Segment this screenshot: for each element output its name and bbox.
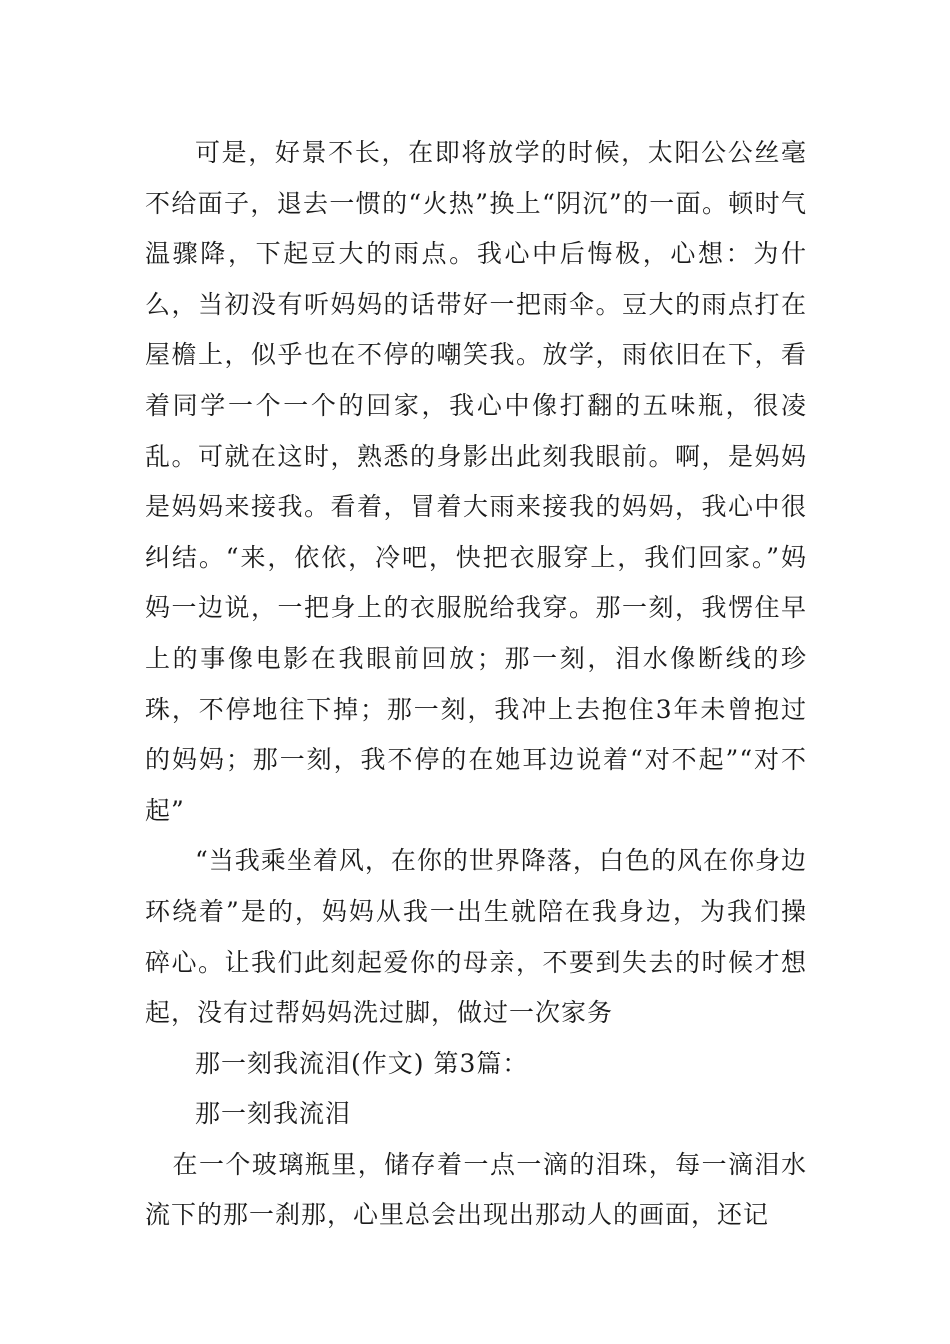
- paragraph-song-quote: “当我乘坐着风，在你的世界降落，白色的风在你身边环绕着”是的，妈妈从我一出生就陪在我身边，为我们操碎心。让我们此刻起爱你的母亲，不要到失去的时候才想起，没有过帮妈妈洗过脚，做过一次家务: [145, 846, 807, 1028]
- section-heading: 那一刻我流泪(作文) 第3篇：: [195, 1048, 529, 1078]
- paragraph-glass-bottle: 在一个玻璃瓶里，储存着一点一滴的泪珠，每一滴泪水流下的那一刹那，心里总会出现出那动人的画面，还记: [145, 1149, 807, 1230]
- paragraph-rain-story: 可是，好景不长，在即将放学的时候，太阳公公丝毫不给面子，退去一惯的“火热”换上“阴沉”的一面。顿时气温骤降，下起豆大的雨点。我心中后悔极，心想：为什么，当初没有听妈妈的话带好一把雨伞。豆大的雨点打在屋檐上，似乎也在不停的嘲笑我。放学，雨依旧在下，看着同学一个一个的回家，我心中像打翻的五味瓶，很凌乱。可就在这时，熟悉的身影出此刻我眼前。啊，是妈妈是妈妈来接我。看着，冒着大雨来接我的妈妈，我心中很纠结。“来，依依，冷吧，快把衣服穿上，我们回家。”妈妈一边说，一把身上的衣服脱给我穿。那一刻，我愣住早上的事像电影在我眼前回放；那一刻，泪水像断线的珍珠，不停地往下掉；那一刻，我冲上去抱住3年未曾抱过的妈妈；那一刻，我不停的在她耳边说着“对不起”“对不起”: [145, 138, 807, 825]
- essay-title: 那一刻我流泪: [195, 1099, 352, 1129]
- document-page: [145, 128, 807, 1241]
